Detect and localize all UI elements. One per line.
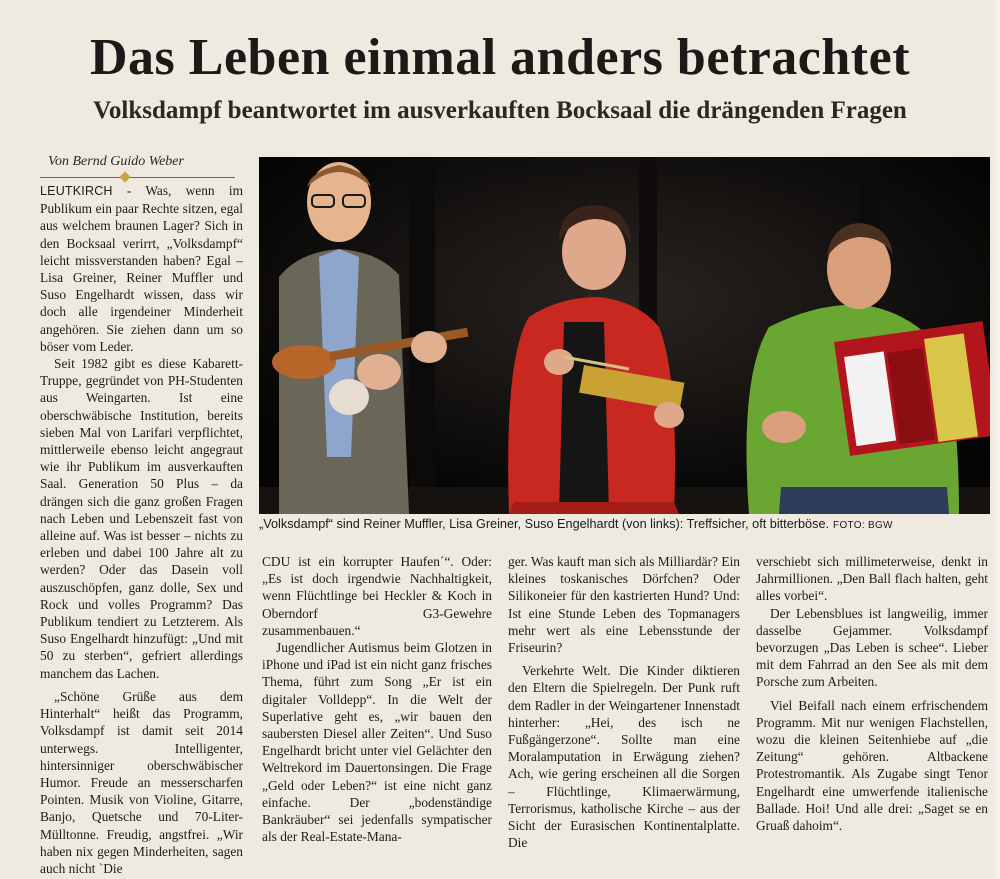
page-edge — [992, 0, 1000, 879]
paragraph: Verkehrte Welt. Die Kinder diktieren den Eltern die Spielregeln. Der Punk ruft dem Radler in der Weingartener Innenstadt hinterher: „Hei, des isch ne Fußgängerzone“. Sollte man eine Moralamputation in Erwägung ziehen? Ach, wie gering erscheinen all die Sorgen – Flüchtlinge, Klimaerwärmung, Terrorismus, katholische Kirche – aus der Sicht der Eurasischen Kontinentalplatte. Die — [508, 663, 740, 851]
stage-photo-illustration — [259, 157, 990, 514]
article-subheadline: Volksdampf beantwortet im ausverkauften Bocksaal die drängenden Fragen — [93, 97, 907, 124]
article-headline: Das Leben einmal anders betrachtet — [89, 29, 911, 86]
paragraph: ger. Was kauft man sich als Milliardär? Ein kleines toskanisches Dörfchen? Oder Silikoneier für den kastrierten Hund? Und: Ist eine Stunde Leben des Topmanagers mehr wert als eine Lebensstunde der Friseurin? — [508, 554, 740, 656]
photo-caption-text: „Volksdampf“ sind Reiner Muffler, Lisa Greiner, Suso Engelhardt (von links): Treffsicher, oft bitterböse. — [259, 517, 830, 531]
paragraph: Viel Beifall nach einem erfrischendem Programm. Mit nur wenigen Flachstellen, wozu die kleinen Seitenhiebe auf „die Zeitung“ gehören. Altbackene Protestromantik. Als Zugabe singt Tenor Engelhardt eine umwerfende italienische Ballade. Hoi! Und alle drei: „Saget se en Gruaß dahoim“. — [756, 697, 988, 834]
article-column-2 — [262, 553, 492, 845]
dateline: LEUTKIRCH — [40, 184, 113, 198]
article-column-1 — [40, 182, 243, 877]
photo-caption — [259, 517, 990, 539]
byline-rule — [40, 177, 235, 178]
paragraph: CDU ist ein korrupter Haufen´“. Oder: „Es ist doch irgendwie Nachhaltigkeit, wenn Flüchtlinge bei Heckler & Koch in Oberndorf G3-Gewehre zusammenbauen.“ — [262, 554, 492, 638]
paragraph: Jugendlicher Autismus beim Glotzen in iPhone und iPad ist ein nicht ganz frisches Thema, führt zum Song „Er ist ein digitaler Volldepp“. In die Welt der Superlative geht es, „wir bauen den saubersten Diesel aller Zeiten“. Und Suso Engelhardt bricht unter viel Gelächter den Weltrekord im Dauertonsingen. Die Frage „Geld oder Leben?“ ist eine nicht ganz einfache. Der „bodenständige Bankräuber“ sei jedenfalls sympatischer als der Real-Estate-Mana- — [262, 640, 492, 845]
paragraph-text: - Was, wenn im Publikum ein paar Rechte sitzen, egal aus welchem braunen Lager? Sich in den Bocksaal verirrt, „Volksdampf“ leicht missverstanden haben? Egal – Lisa Greiner, Reiner Muffler und Suso Engelhardt wissen, dass wir doch alle irgendeiner Minderheit angehören. Sie ziehen dann um so böser vom Leder. — [40, 183, 243, 354]
article-photo — [259, 157, 990, 514]
article-column-3 — [508, 553, 740, 851]
paragraph: Der Lebensblues ist langweilig, immer dasselbe Gejammer. Volksdampf bevorzugen „Das Leben is schee“. Lieber mit dem Fahrrad an den See als mit dem Porsche zum Arbeiten. — [756, 605, 988, 690]
paragraph — [40, 182, 243, 355]
paragraph: verschiebt sich millimeterweise, denkt in Jahrmillionen. „Den Ball flach halten, geht alles vorbei“. — [756, 554, 988, 604]
paragraph: Seit 1982 gibt es diese Kabarett-Truppe, gegründet von PH-Studenten aus Weingarten. Ist eine oberschwäbische Institution, bereits sieben Mal von Larifari verpflichtet, mittlerweile ebenso leicht angegraut wie ihr Publikum im ausverkauften Saal. Generation 50 Plus – da drängen sich die ganz großen Fragen nach Leben und Lebenszeit fast von alleine auf. Was ist besser – nichts zu erleben und dabei 100 Jahre alt zu werden? Oder das Dasein voll auszuschöpfen, ganz dolle, Sex und Rock und volles Programm? Das Publikum tendiert zu Letzterem. Als Suso Engelhardt hinzufügt: „Und mit 50 zu sterben“, gefriert allerdings manchem das Lachen. — [40, 356, 243, 681]
article-byline: Von Bernd Guido Weber — [48, 154, 184, 169]
article-column-4 — [756, 553, 988, 834]
photo-credit: FOTO: BGW — [833, 520, 893, 531]
paragraph: „Schöne Grüße aus dem Hinterhalt“ heißt das Programm, Volksdampf ist damit seit 2014 unterwegs. Intelligenter, hintersinniger oberschwäbischer Humor. Freude an messerscharfen Pointen. Musik von Violine, Gitarre, Banjo, Quetsche und 70-Liter-Mülltonne. Freudig, angstfrei. „Wir haben nix gegen Minderheiten, sagen auch nicht `Die — [40, 688, 243, 876]
